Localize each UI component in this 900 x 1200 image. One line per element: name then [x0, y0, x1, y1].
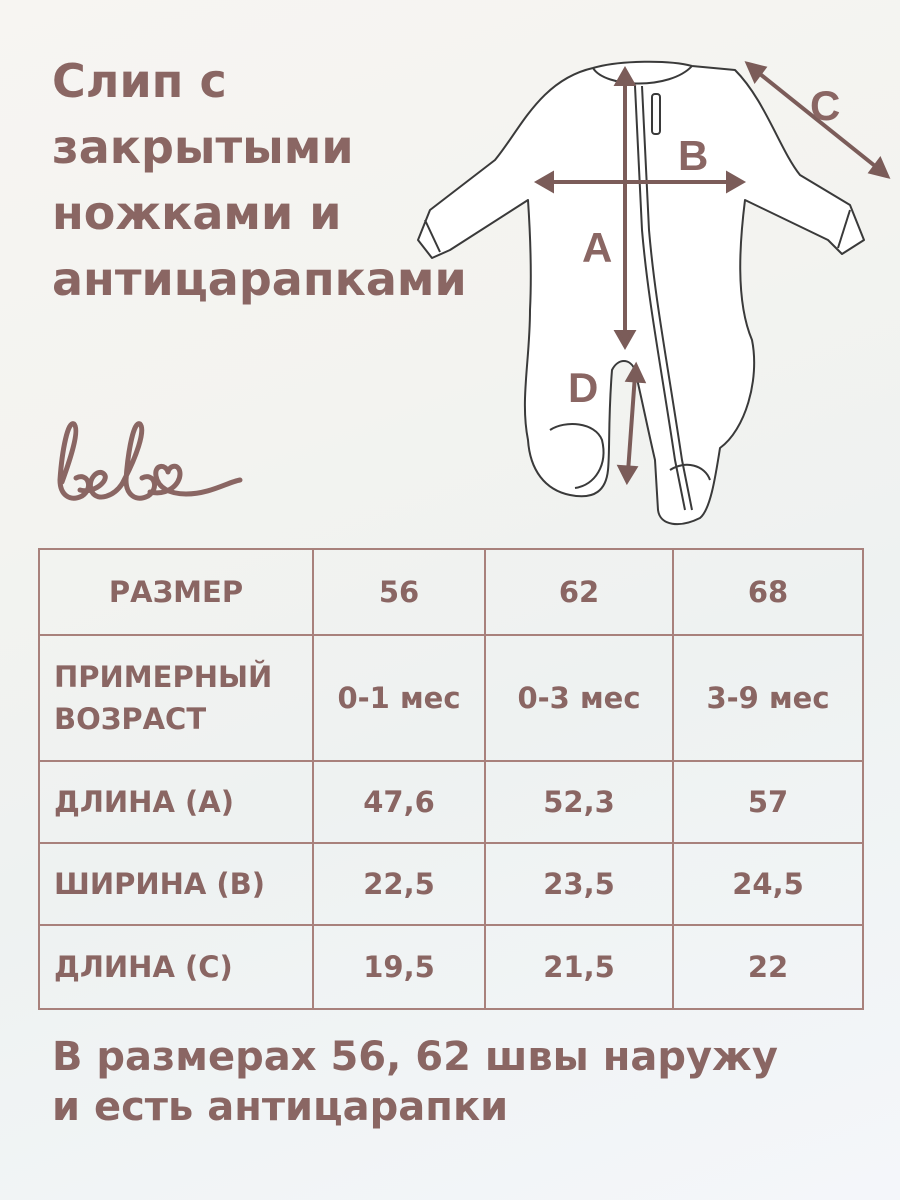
row-label-age-line-2: ВОЗРАСТ — [54, 702, 207, 736]
row-label-length-a: ДЛИНА (A) — [39, 761, 313, 843]
table-cell: 24,5 — [673, 843, 863, 925]
zipper-pull — [652, 94, 660, 134]
title-line-4: антицарапками — [52, 252, 467, 306]
row-label-width-b: ШИРИНА (B) — [39, 843, 313, 925]
header-62: 62 — [485, 549, 673, 635]
table-row — [39, 635, 863, 761]
title-line-1: Слип с — [52, 54, 227, 108]
table-cell: 23,5 — [485, 843, 673, 925]
header-56: 56 — [313, 549, 485, 635]
arrow-d — [628, 375, 635, 472]
footer-line-2: и есть антицарапки — [52, 1084, 509, 1130]
table-cell: 47,6 — [313, 761, 485, 843]
label-a: A — [582, 224, 613, 271]
row-label-age — [39, 635, 313, 761]
row-label-age-line-1: ПРИМЕРНЫЙ — [54, 660, 273, 694]
table-cell: 19,5 — [313, 925, 485, 1009]
table-cell: 0-1 мес — [313, 635, 485, 761]
sleepsuit-outline — [418, 62, 864, 524]
label-b: B — [678, 132, 709, 179]
table-row — [39, 843, 863, 925]
label-c: C — [810, 82, 841, 129]
footer-line-1: В размерах 56, 62 швы наружу — [52, 1034, 778, 1080]
table-row — [39, 925, 863, 1009]
size-table — [38, 548, 864, 1010]
header-size: РАЗМЕР — [39, 549, 313, 635]
label-d: D — [568, 364, 599, 411]
table-cell: 21,5 — [485, 925, 673, 1009]
footer-note — [52, 1032, 882, 1132]
header-68: 68 — [673, 549, 863, 635]
table-cell: 57 — [673, 761, 863, 843]
row-label-length-c: ДЛИНА (C) — [39, 925, 313, 1009]
title-line-3: ножками и — [52, 186, 342, 240]
table-cell: 52,3 — [485, 761, 673, 843]
table-cell: 22 — [673, 925, 863, 1009]
table-header-row — [39, 549, 863, 635]
title-line-2: закрытыми — [52, 120, 354, 174]
table-cell: 22,5 — [313, 843, 485, 925]
table-row — [39, 761, 863, 843]
table-cell: 3-9 мес — [673, 635, 863, 761]
bebo-logo — [50, 410, 270, 520]
table-cell: 0-3 мес — [485, 635, 673, 761]
sleepsuit-diagram — [380, 40, 900, 540]
